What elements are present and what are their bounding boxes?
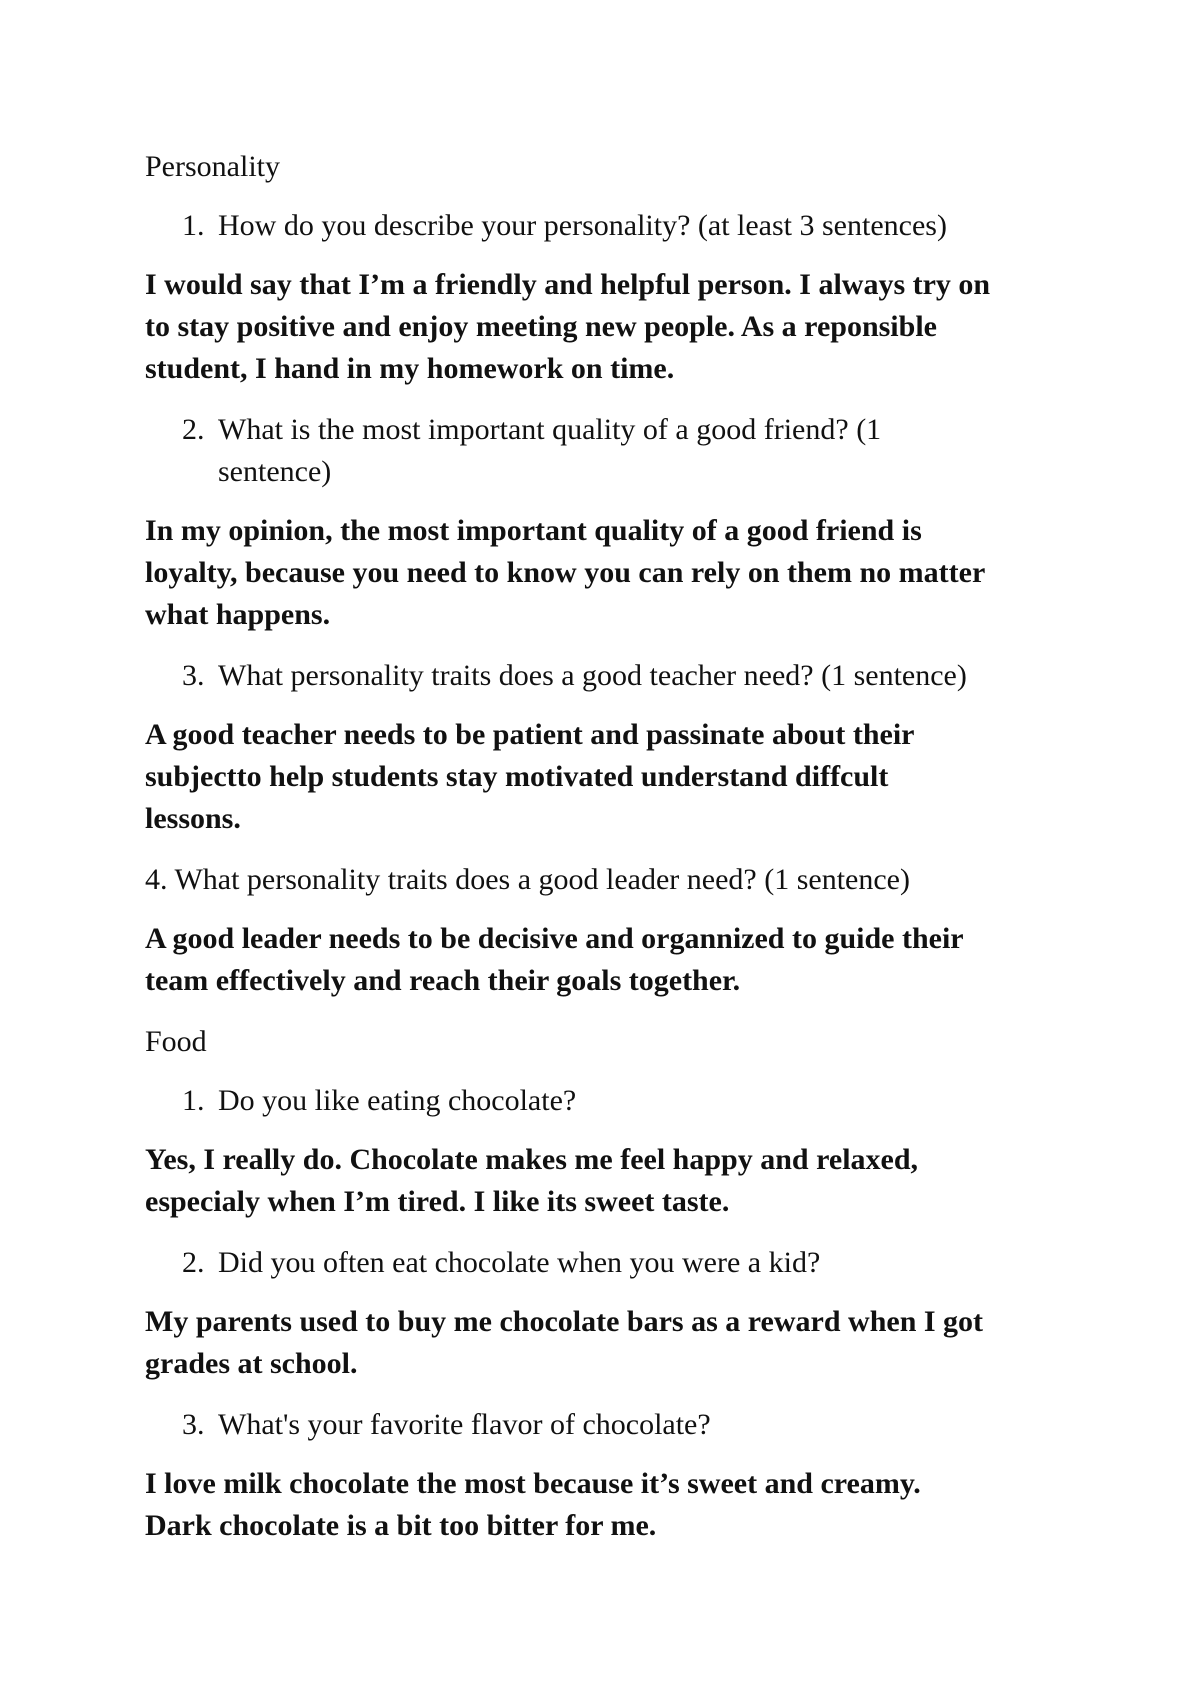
answer-line: Yes, I really do. Chocolate makes me feel happy and relaxed, — [145, 1143, 919, 1176]
question-number: 3. — [182, 659, 205, 692]
question-text: What personality traits does a good teacher need? (1 sentence) — [218, 659, 967, 692]
answer-line: what happens. — [145, 598, 331, 631]
question-number: 2. — [182, 1246, 205, 1279]
answer-line: I would say that I’m a friendly and helpful person. I always try on — [145, 268, 991, 301]
question-text: How do you describe your personality? (at least 3 sentences) — [218, 209, 947, 242]
answer-line: My parents used to buy me chocolate bars as a reward when I got — [145, 1305, 984, 1338]
question-number: 2. — [182, 413, 205, 446]
answer-line: lessons. — [145, 802, 241, 835]
answer-line: Dark chocolate is a bit too bitter for me. — [145, 1509, 657, 1542]
answer-line: A good teacher needs to be patient and passinate about their — [145, 718, 915, 751]
question-text: Did you often eat chocolate when you were a kid? — [218, 1246, 821, 1279]
question-4-personality: 4. What personality traits does a good leader need? (1 sentence) — [145, 863, 910, 896]
answer-line: especialy when I’m tired. I like its sweet taste. — [145, 1185, 730, 1218]
answer-line: In my opinion, the most important quality of a good friend is — [145, 514, 922, 547]
question-text: Do you like eating chocolate? — [218, 1084, 577, 1117]
answer-line: loyalty, because you need to know you can rely on them no matter — [145, 556, 986, 589]
question-text: What's your favorite flavor of chocolate? — [218, 1408, 711, 1441]
answer-line: A good leader needs to be decisive and organnized to guide their — [145, 922, 964, 955]
section-heading-personality: Personality — [145, 150, 280, 183]
answer-line: to stay positive and enjoy meeting new people. As a reponsible — [145, 310, 937, 343]
answer-line: I love milk chocolate the most because it’s sweet and creamy. — [145, 1467, 921, 1500]
answer-line: team effectively and reach their goals together. — [145, 964, 741, 997]
question-number: 1. — [182, 1084, 205, 1117]
answer-line: student, I hand in my homework on time. — [145, 352, 675, 385]
question-text-continued: sentence) — [218, 455, 332, 488]
answer-line: subjectto help students stay motivated understand diffcult — [145, 760, 889, 793]
question-number: 3. — [182, 1408, 205, 1441]
answer-line: grades at school. — [145, 1347, 358, 1380]
question-text: What is the most important quality of a good friend? (1 — [218, 413, 882, 446]
question-number: 1. — [182, 209, 205, 242]
section-heading-food: Food — [145, 1025, 207, 1058]
